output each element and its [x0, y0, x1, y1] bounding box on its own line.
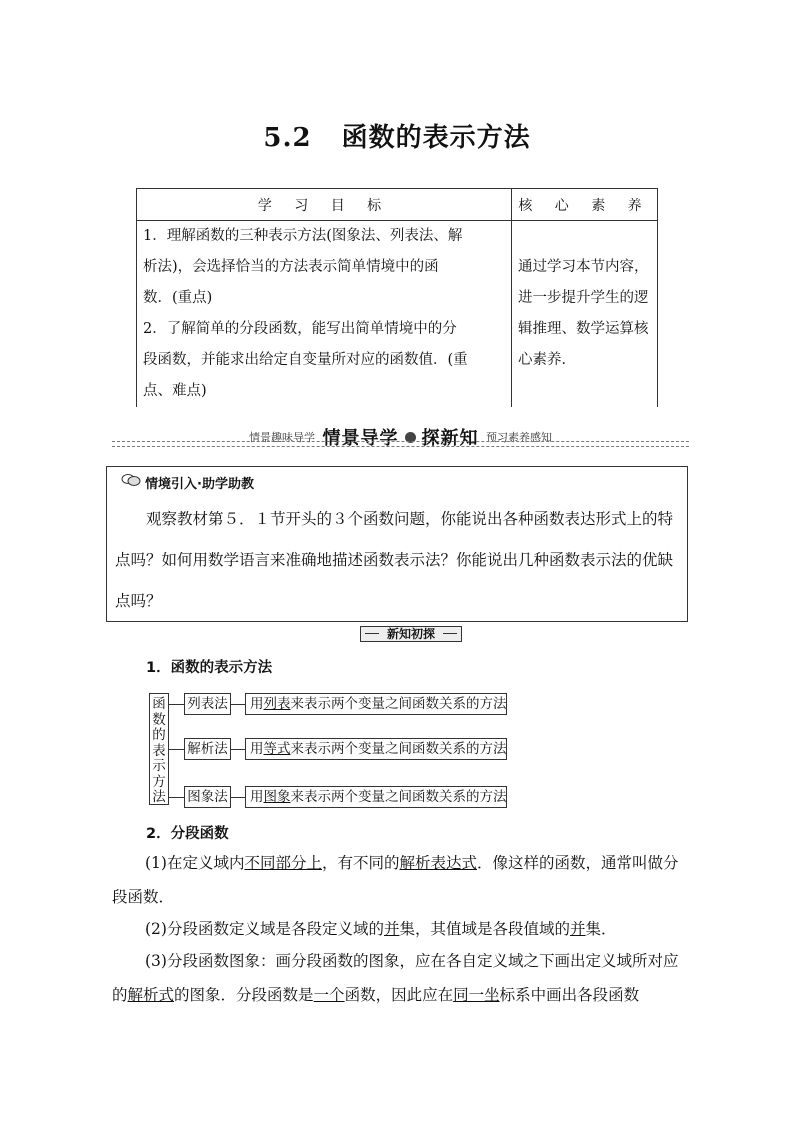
method-name: 图象法 — [184, 786, 231, 808]
underlined-term: 解析式 — [127, 986, 175, 1004]
section-number: 5.2 — [263, 123, 312, 153]
vertical-char: 法 — [152, 789, 166, 805]
underlined-term: 同一坐 — [453, 986, 500, 1004]
desc-post: 来表示两个变量之间函数关系的方法 — [290, 789, 507, 805]
text-run: 函数，因此应在 — [344, 986, 454, 1004]
paragraph-2 — [112, 912, 684, 946]
vertical-char: 的 — [152, 727, 166, 743]
text-run: 集，其值域是各段值域的 — [399, 920, 570, 938]
paragraph-3 — [112, 944, 684, 1012]
text-run: 的图象．分段函数是 — [174, 986, 314, 1004]
goals-header: 学 习 目 标 — [137, 189, 512, 221]
vertical-char: 示 — [152, 758, 166, 774]
desc-key: 等式 — [263, 741, 291, 757]
goals-table — [136, 188, 658, 407]
vertical-char: 函 — [152, 696, 166, 712]
desc-post: 来表示两个变量之间函数关系的方法 — [290, 741, 507, 757]
literacy-header: 核 心 素 养 — [512, 189, 658, 221]
text-run: (2)分段函数定义域是各段定义域的 — [145, 920, 384, 938]
desc-key: 图象 — [263, 789, 291, 805]
underlined-term: 解析表达式 — [399, 854, 478, 872]
desc-pre: 用 — [250, 789, 264, 805]
goal-line: 1．理解函数的三种表示方法(图象法、列表法、解 — [143, 228, 463, 244]
method-name: 解析法 — [184, 738, 231, 760]
goal-line: 数．(重点) — [143, 290, 213, 306]
method-name: 列表法 — [184, 693, 231, 715]
intro-label: 情境引入·助学助教 — [145, 477, 254, 492]
intro-text: 观察教材第５．１节开头的３个函数问题，你能说出各种函数表达形式上的特点吗？如何用数学语言来准确地描述函数表示法？你能说出几种函数表示法的优缺点吗？ — [115, 510, 674, 610]
method-description — [245, 738, 507, 760]
paragraph-1 — [112, 846, 684, 914]
goal-line: 析法)，会选择恰当的方法表示简单情境中的函 — [143, 259, 439, 275]
literacy-content — [512, 221, 658, 408]
methods-vertical-label — [149, 693, 169, 805]
text-run: ，有不同的 — [321, 854, 400, 872]
banner-divider — [112, 441, 689, 447]
chat-bubble-icon — [121, 473, 141, 487]
intro-box — [106, 466, 688, 622]
text-run: ．像这样的函数，通常叫做分段函数． — [112, 854, 679, 906]
heading-piecewise: 2．分段函数 — [146, 826, 229, 842]
underlined-term: 并 — [570, 920, 586, 938]
underlined-term: 一个 — [313, 986, 345, 1004]
goal-line: 2．了解简单的分段函数，能写出简单情境中的分 — [143, 321, 457, 337]
banner-title-part2: 探新知 — [421, 428, 479, 449]
text-run: 标系中画出各段函数 — [499, 986, 640, 1004]
underlined-term: 并 — [383, 920, 400, 938]
vertical-char: 方 — [152, 773, 166, 790]
banner-title-part1: 情景导学 — [322, 428, 399, 449]
goal-line: 点、难点) — [143, 383, 207, 399]
literacy-line: 心素养． — [518, 352, 576, 368]
goals-content — [137, 221, 512, 408]
section-tag: 新知初探 — [360, 626, 462, 642]
desc-pre: 用 — [250, 696, 264, 712]
text-run: (3)分段函数图象：画分段函数的图象，应在各自定义域之下画出定义域所对应的 — [112, 952, 679, 1004]
underlined-term: 不同部分上 — [244, 854, 322, 872]
section-title: 函数的表示方法 — [341, 123, 531, 153]
method-description — [245, 786, 507, 808]
text-run: 集． — [585, 920, 617, 938]
desc-pre: 用 — [250, 741, 264, 757]
banner-right-caption: 预习素养感知 — [486, 431, 552, 444]
text-run: (1)在定义域内 — [145, 854, 245, 872]
vertical-char: 数 — [152, 711, 166, 728]
desc-key: 列表 — [263, 696, 291, 712]
literacy-line: 辑推理、数学运算核 — [518, 321, 649, 337]
vertical-char: 表 — [152, 742, 166, 759]
method-description — [245, 693, 507, 715]
literacy-line: 进一步提升学生的逻 — [518, 290, 649, 306]
desc-post: 来表示两个变量之间函数关系的方法 — [290, 696, 507, 712]
banner-left-caption: 情景趣味导学 — [249, 431, 315, 444]
heading-representation-methods: 1．函数的表示方法 — [146, 660, 273, 676]
goal-line: 段函数，并能求出给定自变量所对应的函数值．(重 — [143, 352, 468, 368]
page-title — [0, 117, 794, 154]
literacy-line: 通过学习本节内容， — [518, 259, 649, 275]
